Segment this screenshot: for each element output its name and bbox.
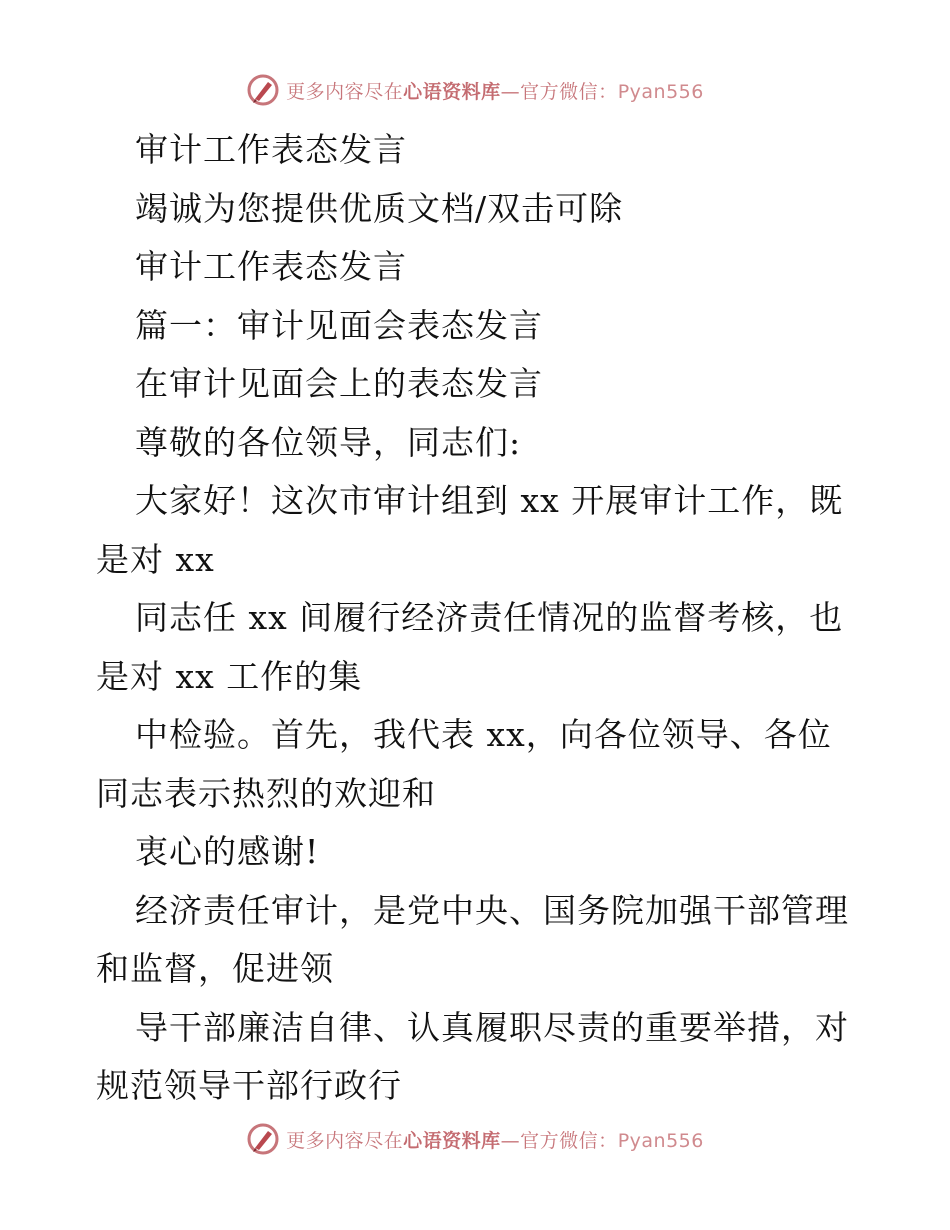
paragraph-line: 大家好！这次市审计组到 xx 开展审计工作，既 — [135, 481, 844, 520]
doc-title-repeat: 审计工作表态发言 — [135, 247, 407, 286]
paragraph-line: 和监督，促进领 — [96, 949, 334, 988]
paragraph-line: 导干部廉洁自律、认真履职尽责的重要举措，对 — [135, 1007, 849, 1047]
paragraph-line: 中检验。首先，我代表 xx，向各位领导、各位 — [135, 715, 832, 754]
document-body — [0, 121, 950, 1116]
paragraph-line: 经济责任审计，是党中央、国务院加强干部管理 — [135, 890, 849, 930]
banner-text: 更多内容尽在心语资料库—官方微信：Pyan556 — [286, 80, 704, 103]
footer-banner — [0, 1119, 950, 1159]
chapter-heading: 篇一：审计见面会表态发言 — [135, 305, 543, 345]
paragraph-line: 同志任 xx 间履行经济责任情况的监督考核，也 — [135, 598, 844, 637]
speech-title: 在审计见面会上的表态发言 — [135, 364, 543, 403]
header-banner — [0, 70, 950, 110]
doc-title: 审计工作表态发言 — [135, 130, 407, 169]
salutation: 尊敬的各位领导，同志们: — [135, 422, 522, 462]
paragraph-line: 同志表示热烈的欢迎和 — [96, 773, 436, 813]
paragraph-line: 是对 xx — [96, 539, 215, 579]
pen-quill-logo-icon — [246, 73, 280, 107]
pen-quill-logo-icon — [246, 1122, 280, 1156]
paragraph-line: 规范领导干部行政行 — [96, 1066, 402, 1105]
doc-notice: 竭诚为您提供优质文档/双击可除 — [135, 188, 624, 228]
paragraph-line: 是对 xx 工作的集 — [96, 656, 363, 696]
banner-text: 更多内容尽在心语资料库—官方微信：Pyan556 — [286, 1129, 704, 1152]
paragraph-line: 衷心的感谢! — [135, 832, 320, 871]
